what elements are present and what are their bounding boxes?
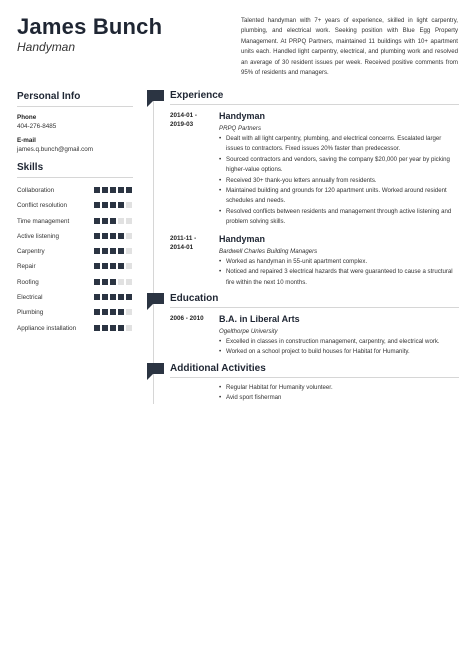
skill-rating [94, 309, 132, 315]
skill-name: Roofing [17, 278, 39, 286]
activities-heading: Additional Activities [170, 363, 266, 374]
skill-name: Appliance installation [17, 324, 77, 332]
rating-dot-filled [102, 187, 108, 193]
rating-dot-filled [118, 187, 124, 193]
timeline-line [153, 96, 154, 404]
rating-dot-filled [94, 279, 100, 285]
email-label: E-mail [17, 137, 36, 144]
rating-dot-filled [94, 325, 100, 331]
section-rule [170, 307, 459, 308]
skill-name: Repair [17, 263, 36, 271]
skill-row [17, 186, 133, 201]
skill-name: Time management [17, 217, 70, 225]
section-rule [170, 377, 459, 378]
rating-dot-filled [110, 309, 116, 315]
flag-icon [147, 293, 164, 310]
entry-dates: 2011-11 - 2014-01 [170, 235, 197, 251]
list-item: • Noticed and repaired 3 electrical hazards that were guaranteed to cause a structural fire within the next 10 months. [219, 267, 459, 288]
list-item: • Dealt with all light carpentry, plumbing, and electrical concerns. Escalated larger issues to contractors. Fixed issues 20% faster than predecessor. [219, 134, 459, 155]
skills-list [17, 186, 133, 346]
rating-dot-filled [102, 248, 108, 254]
skill-rating [94, 202, 132, 208]
skill-name: Carpentry [17, 248, 45, 256]
rating-dot-empty [126, 218, 132, 224]
skill-row [17, 278, 133, 293]
rating-dot-filled [94, 187, 100, 193]
rating-dot-filled [110, 187, 116, 193]
rating-dot-filled [126, 187, 132, 193]
email-value: james.q.bunch@gmail.com [17, 146, 94, 153]
skill-rating [94, 263, 132, 269]
list-item: • Worked on a school project to build houses for Habitat for Humanity. [219, 347, 459, 357]
entry-bullets [219, 337, 459, 358]
rating-dot-filled [102, 263, 108, 269]
rating-dot-empty [126, 233, 132, 239]
education-heading: Education [170, 293, 219, 304]
list-item: • Avid sport fisherman [219, 393, 459, 403]
skill-rating [94, 325, 132, 331]
rating-dot-filled [118, 248, 124, 254]
skill-row [17, 324, 133, 346]
entry-title: Handyman [219, 234, 266, 244]
rating-dot-filled [110, 202, 116, 208]
entry-bullets [219, 257, 459, 288]
skill-rating [94, 294, 132, 300]
list-item: • Sourced contractors and vendors, saving the company $20,000 per year by picking higher-value options. [219, 155, 459, 176]
skill-name: Conflict resolution [17, 202, 68, 210]
skills-heading: Skills [17, 162, 133, 178]
entry-school: Ogelthorpe University [219, 328, 278, 335]
skill-name: Electrical [17, 294, 43, 302]
skill-name: Collaboration [17, 187, 55, 194]
phone-label: Phone [17, 114, 37, 121]
rating-dot-filled [118, 263, 124, 269]
experience-heading: Experience [170, 90, 224, 101]
skill-rating [94, 233, 132, 239]
rating-dot-filled [110, 279, 116, 285]
entry-title: B.A. in Liberal Arts [219, 314, 300, 324]
rating-dot-filled [110, 218, 116, 224]
rating-dot-filled [94, 263, 100, 269]
list-item: • Resolved conflicts between residents and management through active listening and problem solving skills. [219, 207, 459, 228]
skill-rating [94, 248, 132, 254]
rating-dot-filled [110, 248, 116, 254]
rating-dot-filled [118, 233, 124, 239]
entry-company: PRPQ Partners [219, 125, 261, 132]
activities-bullets [219, 383, 459, 404]
rating-dot-filled [102, 325, 108, 331]
rating-dot-filled [126, 294, 132, 300]
entry-dates: 2014-01 - 2019-03 [170, 112, 197, 128]
rating-dot-filled [94, 248, 100, 254]
rating-dot-filled [94, 218, 100, 224]
rating-dot-filled [102, 279, 108, 285]
rating-dot-filled [110, 325, 116, 331]
rating-dot-empty [126, 325, 132, 331]
rating-dot-filled [102, 233, 108, 239]
phone-value: 404-276-8485 [17, 123, 57, 130]
rating-dot-filled [102, 202, 108, 208]
list-item: • Excelled in classes in construction management, carpentry, and electrical work. [219, 337, 459, 347]
rating-dot-filled [94, 309, 100, 315]
flag-icon [147, 90, 164, 107]
section-rule [170, 104, 459, 105]
rating-dot-empty [126, 279, 132, 285]
entry-company: Bardwell Charles Building Managers [219, 248, 318, 255]
rating-dot-empty [126, 263, 132, 269]
entry-dates: 2006 - 2010 [170, 315, 204, 322]
skill-rating [94, 279, 132, 285]
skill-row [17, 247, 133, 262]
left-column [17, 91, 133, 346]
rating-dot-filled [118, 309, 124, 315]
rating-dot-filled [110, 294, 116, 300]
skill-row [17, 201, 133, 216]
rating-dot-filled [102, 218, 108, 224]
rating-dot-filled [118, 294, 124, 300]
skill-name: Plumbing [17, 309, 44, 317]
candidate-name: James Bunch [17, 14, 163, 39]
rating-dot-empty [126, 309, 132, 315]
entry-bullets [219, 134, 459, 228]
flag-icon [147, 363, 164, 380]
skill-row [17, 232, 133, 247]
rating-dot-empty [118, 279, 124, 285]
skill-row [17, 308, 133, 323]
entry-title: Handyman [219, 111, 266, 121]
personal-info-heading: Personal Info [17, 91, 133, 107]
skill-rating [94, 187, 132, 193]
list-item: • Worked as handyman in 55-unit apartment complex. [219, 257, 459, 267]
rating-dot-filled [102, 309, 108, 315]
rating-dot-empty [118, 218, 124, 224]
skill-rating [94, 218, 132, 224]
skill-row [17, 293, 133, 308]
list-item: • Regular Habitat for Humanity volunteer. [219, 383, 459, 393]
list-item: • Received 30+ thank-you letters annually from residents. [219, 176, 459, 186]
rating-dot-empty [126, 202, 132, 208]
rating-dot-filled [102, 294, 108, 300]
skill-row [17, 217, 133, 232]
summary-paragraph: Talented handyman with 7+ years of experience, skilled in light carpentry, plumbing, and electrical work. Seeking position with Blue Egg Property Management. At PRPQ Partners, maintained 11 buildings with 10+ apartment units each. Handled light carpentry, electrical, and plumbing work and resolved an average of 30 resident issues per week. Received positive comments from 95% of residents and managers. [241, 17, 458, 77]
rating-dot-filled [94, 294, 100, 300]
rating-dot-filled [94, 233, 100, 239]
rating-dot-filled [110, 263, 116, 269]
rating-dot-filled [118, 202, 124, 208]
candidate-role: Handyman [17, 40, 76, 54]
rating-dot-filled [94, 202, 100, 208]
list-item: • Maintained building and grounds for 120 apartment units. Worked around resident schedules and needs. [219, 186, 459, 207]
skill-row [17, 262, 133, 277]
rating-dot-empty [126, 248, 132, 254]
skill-name: Active listening [17, 232, 59, 240]
rating-dot-filled [118, 325, 124, 331]
rating-dot-filled [110, 233, 116, 239]
